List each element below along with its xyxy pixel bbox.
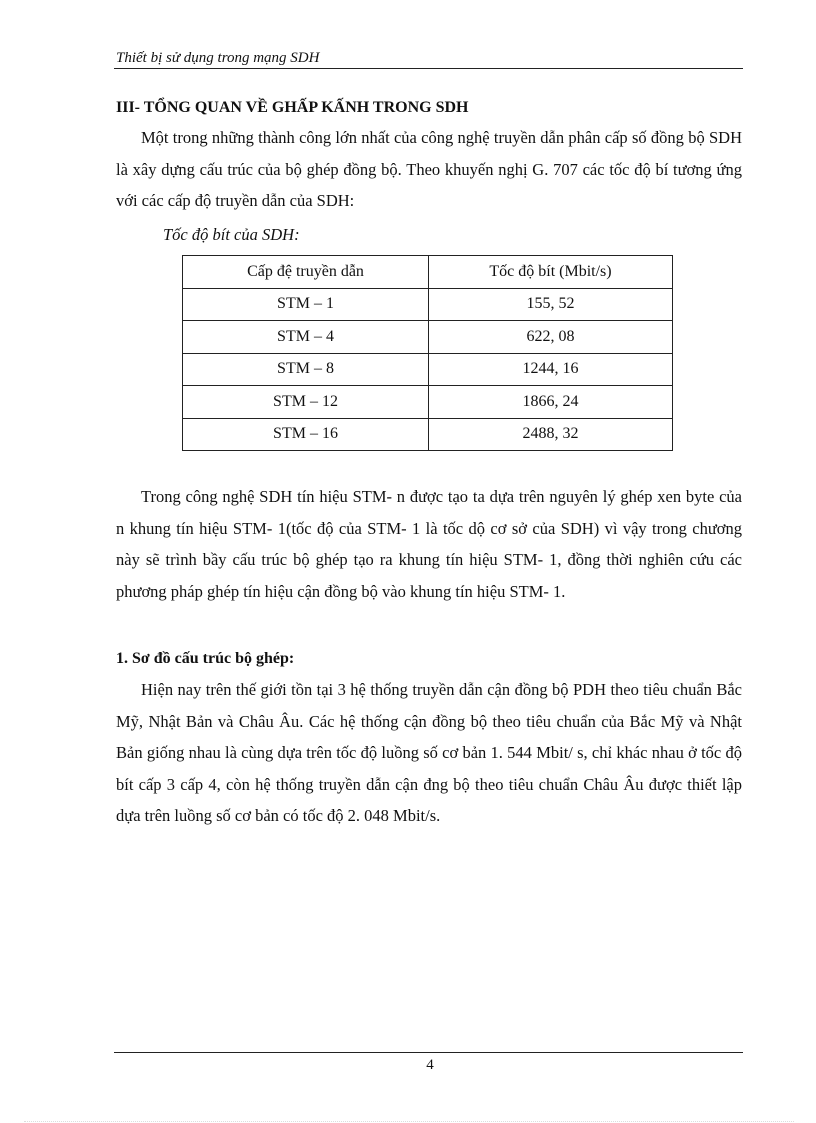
cell-level: STM – 8	[183, 353, 429, 386]
cell-bitrate: 1244, 16	[429, 353, 673, 386]
table-row	[183, 288, 673, 321]
cell-bitrate: 2488, 32	[429, 418, 673, 451]
table-row	[183, 353, 673, 386]
column-header-bitrate: Tốc độ bít (Mbit/s)	[429, 256, 673, 289]
subsection-heading: 1. Sơ đồ cấu trúc bộ ghép:	[116, 650, 295, 667]
section-heading: III- TỔNG QUAN VỀ GHẤP KẤNH TRONG SDH	[116, 99, 469, 116]
intro-text: Một trong những thành công lớn nhất của công nghệ truyền dẫn phân cấp số đồng bộ SDH là xây dựng cấu trúc của bộ ghép đồng bộ. Theo khuyến nghị G. 707 các tốc độ bí tương ứng với các cấp độ truyền dẫn của SDH:	[116, 128, 742, 210]
column-header-level: Cấp đệ truyền dẫn	[183, 256, 429, 289]
pdh-text: Hiện nay trên thế giới tồn tại 3 hệ thống truyền dẫn cận đồng bộ PDH theo tiêu chuẩn Bắc Mỹ, Nhật Bản và Châu Âu. Các hệ thống cận đồng bộ theo tiêu chuẩn của Bắc Mỹ và Nhật Bản giống nhau là cùng dựa trên tốc độ luồng số cơ bản 1. 544 Mbit/ s, chỉ khác nhau ở tốc độ bít cấp 3 cấp 4, còn hệ thống truyền dẫn cận đng bộ theo tiêu chuẩn Châu Âu được thiết lập dựa trên luồng số cơ bản có tốc độ 2. 048 Mbit/s.	[116, 680, 742, 825]
cell-level: STM – 12	[183, 386, 429, 419]
table-row	[183, 321, 673, 354]
bitrate-table	[182, 255, 673, 451]
cell-level: STM – 16	[183, 418, 429, 451]
intro-paragraph	[116, 122, 742, 217]
cell-bitrate: 1866, 24	[429, 386, 673, 419]
cell-level: STM – 1	[183, 288, 429, 321]
footer-rule	[114, 1052, 743, 1053]
page-number: 4	[426, 1057, 434, 1073]
cell-level: STM – 4	[183, 321, 429, 354]
table-caption: Tốc độ bít của SDH:	[163, 225, 300, 244]
cell-bitrate: 155, 52	[429, 288, 673, 321]
page-edge-dots	[24, 1121, 794, 1122]
table-row	[183, 418, 673, 451]
table-header-row	[183, 256, 673, 289]
stm-text: Trong công nghệ SDH tín hiệu STM- n được tạo ta dựa trên nguyên lý ghép xen byte của n khung tín hiệu STM- 1(tốc độ của STM- 1 là tốc dộ cơ sở của SDH) vì vậy trong chương này sẽ trình bầy cấu trúc bộ ghép tạo ra khung tín hiệu STM- 1, đồng thời nghiên cứu các phương pháp ghép tín hiệu cận đồng bộ vào khung tín hiệu STM- 1.	[116, 487, 742, 601]
table-row	[183, 386, 673, 419]
cell-bitrate: 622, 08	[429, 321, 673, 354]
running-header: Thiết bị sử dụng trong mạng SDH	[116, 50, 320, 66]
header-rule	[114, 68, 743, 69]
pdh-paragraph	[116, 674, 742, 832]
stm-paragraph	[116, 481, 742, 607]
